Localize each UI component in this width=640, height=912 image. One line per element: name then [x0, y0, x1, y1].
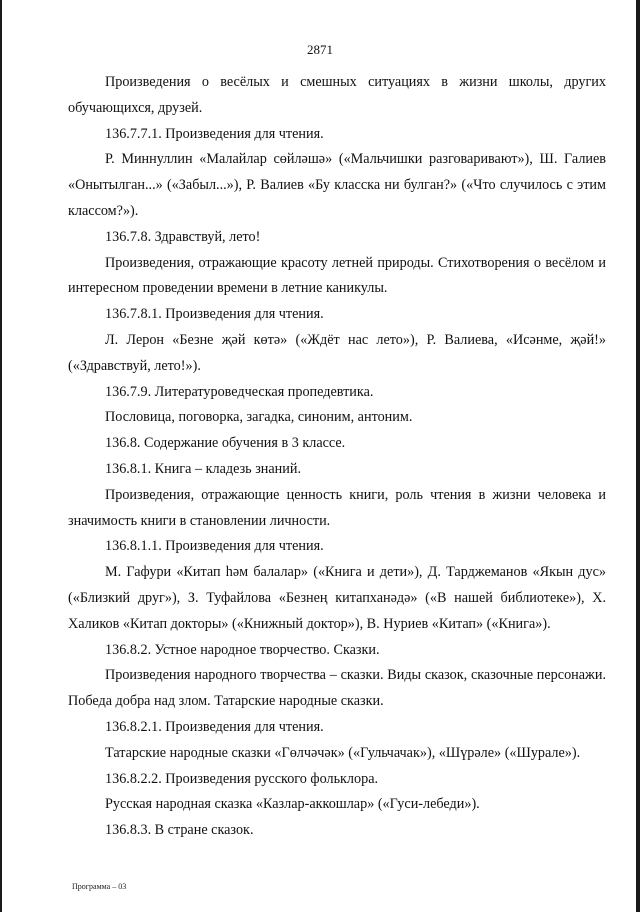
- section-heading: 136.8.1. Книга – кладезь знаний.: [105, 460, 302, 477]
- section-heading: 136.7.9. Литературоведческая пропедевтика.: [105, 383, 374, 400]
- paragraph: Пословица, поговорка, загадка, синоним, антоним.: [105, 409, 413, 426]
- section-heading: 136.8.2.2. Произведения русского фольклора.: [105, 770, 379, 787]
- paragraph: М. Гафури «Китап һәм балалар» («Книга и дети»), Д. Тарджеманов «Якын дус» («Близкий друг»), З. Туфайлова «Безнең китапханәдә» («В нашей библиотеке»), Х. Халиков «Китап докторы» («Книжный доктор»), В. Нуриев «Китап» («Книга»).: [68, 564, 606, 632]
- section-heading: 136.7.7.1. Произведения для чтения.: [105, 125, 324, 142]
- paragraph: Л. Лерон «Безне җәй көтә» («Ждёт нас лето»), Р. Валиева, «Исәнме, җәй!» («Здравствуй, лето!»).: [68, 331, 606, 374]
- scan-edge-right: [636, 0, 640, 912]
- document-body: [68, 70, 606, 844]
- paragraph: Татарские народные сказки «Гөлчәчәк» («Гульчачак»), «Шүрәле» («Шурале»).: [105, 744, 581, 761]
- section-heading: 136.8.2.1. Произведения для чтения.: [105, 718, 324, 735]
- paragraph: Произведения, отражающие ценность книги, роль чтения в жизни человека и значимость книги в становлении личности.: [68, 486, 606, 529]
- section-heading: 136.7.8. Здравствуй, лето!: [105, 228, 261, 245]
- section-heading: 136.7.8.1. Произведения для чтения.: [105, 306, 324, 323]
- section-heading: 136.8.1.1. Произведения для чтения.: [105, 538, 324, 555]
- paragraph: Русская народная сказка «Казлар-аккошлар» («Гуси-лебеди»).: [105, 796, 480, 813]
- section-heading: 136.8.3. В стране сказок.: [105, 822, 254, 839]
- paragraph: Произведения, отражающие красоту летней природы. Стихотворения о весёлом и интересном проведении времени в летние каникулы.: [68, 254, 606, 297]
- paragraph: Произведения народного творчества – сказки. Виды сказок, сказочные персонажи. Победа добра над злом. Татарские народные сказки.: [68, 667, 606, 710]
- paragraph: Р. Миннуллин «Малайлар сөйләшә» («Мальчишки разговаривают»), Ш. Галиев «Онытылган...» («Забыл...»), Р. Валиев «Бу класска ни булган?» («Что случилось с этим классом?»).: [68, 151, 606, 219]
- page-number: 2871: [307, 42, 333, 57]
- section-heading: 136.8. Содержание обучения в 3 классе.: [105, 435, 346, 452]
- scan-edge-left: [0, 0, 2, 912]
- paragraph: Произведения о весёлых и смешных ситуациях в жизни школы, других обучающихся, друзей.: [68, 74, 606, 116]
- section-heading: 136.8.2. Устное народное творчество. Сказки.: [105, 641, 380, 658]
- page-footer: Программа – 03: [72, 882, 127, 891]
